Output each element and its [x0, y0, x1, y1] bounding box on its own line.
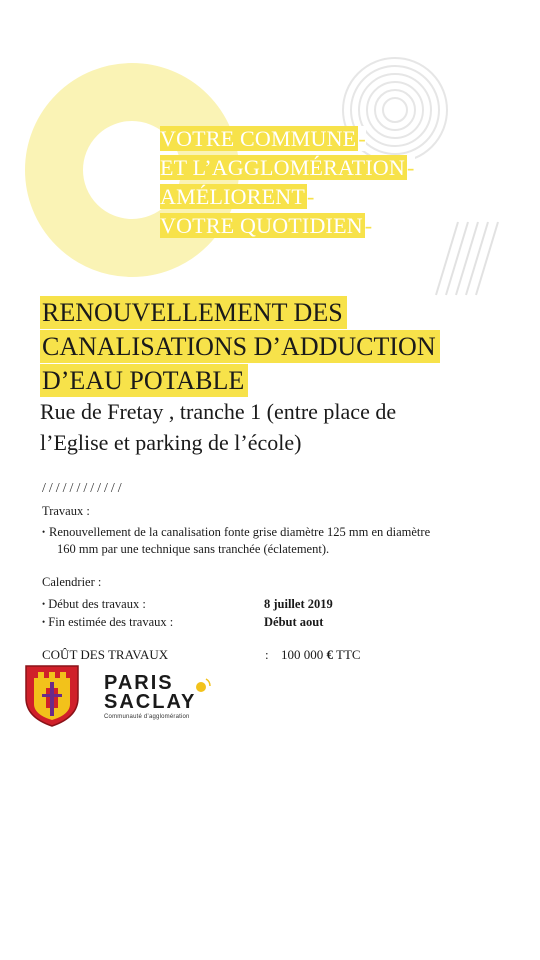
location-line: l’Eglise et parking de l’école) [40, 430, 302, 455]
slogan-text: AMÉLIORENT [160, 184, 305, 209]
slogan-dash: - [358, 126, 366, 151]
slogan-line [160, 211, 415, 240]
cost-label: COÛT DES TRAVAUX [42, 647, 169, 662]
bullet-icon: • [42, 599, 46, 609]
end-date-label: Fin estimée des travaux : [48, 615, 174, 629]
slogan-dash: - [306, 184, 315, 209]
diagonal-lines-decoration [436, 222, 498, 295]
title-line: D’EAU POTABLE [40, 364, 248, 397]
title-line: RENOUVELLEMENT DES [40, 296, 347, 329]
end-date-value: Début aout [264, 615, 324, 629]
separator-slashes: //////////// [42, 481, 125, 496]
slogan-block [160, 124, 415, 240]
municipal-crest-icon [24, 664, 80, 728]
cost-currency: € [326, 647, 333, 662]
cost-suffix: TTC [336, 647, 361, 662]
page-title [40, 296, 440, 398]
slogan-text: VOTRE COMMUNE [160, 126, 357, 151]
works-label: Travaux : [42, 504, 90, 518]
start-date-value: 8 juillet 2019 [264, 597, 333, 611]
cost-value [281, 647, 361, 663]
title-line: CANALISATIONS D’ADDUCTION [40, 330, 440, 363]
slogan-line [160, 124, 415, 153]
bullet-icon: • [42, 617, 46, 627]
calendar-row-label [42, 614, 173, 631]
paris-saclay-logo [104, 674, 196, 720]
logo-word-saclay: SACLAY [104, 691, 197, 713]
sun-dot-icon [194, 677, 212, 695]
logo-word-paris: PARIS [104, 672, 174, 694]
slogan-line [160, 153, 415, 182]
slogan-dash: - [364, 213, 373, 238]
slogan-text: ET L’AGGLOMÉRATION [160, 155, 405, 180]
bullet-icon: • [42, 527, 46, 537]
location-subtitle [40, 396, 510, 458]
cost-amount: 100 000 [281, 647, 324, 662]
works-line: Renouvellement de la canalisation fonte grise diamètre 125 mm en diamètre [49, 525, 431, 539]
calendar-row-label [42, 596, 146, 613]
slogan-text: VOTRE QUOTIDIEN [160, 213, 363, 238]
logo-subtitle: Communauté d’agglomération [104, 714, 190, 720]
slogan-dash: - [406, 155, 415, 180]
start-date-label: Début des travaux : [48, 597, 146, 611]
cost-colon: : [265, 647, 269, 662]
works-line: 160 mm par une technique sans tranchée (éclatement). [57, 542, 330, 556]
location-line: Rue de Fretay , tranche 1 (entre place de [40, 399, 397, 424]
slogan-line [160, 182, 415, 211]
calendar-label: Calendrier : [42, 575, 102, 589]
works-description [49, 524, 499, 558]
